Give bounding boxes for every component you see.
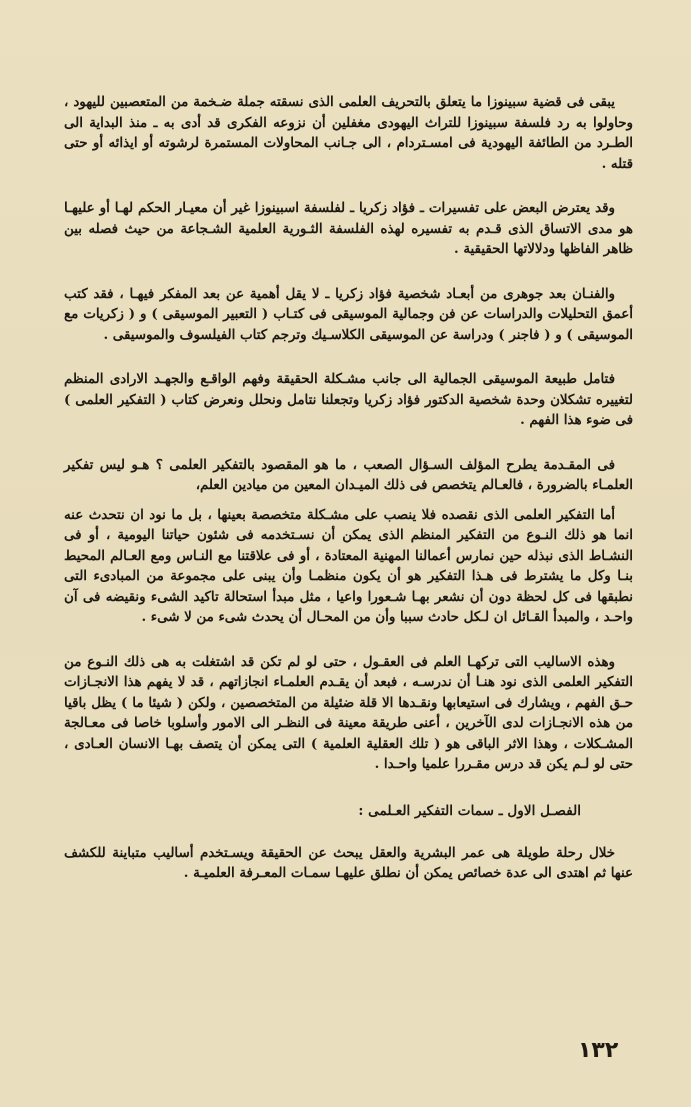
paragraph-closing: خلال رحلة طويلة هى عمر البشرية والعقل يبحث عن الحقيقة ويسـتخدم أساليب متباينة للكشف عنها ثم اهتدى الى عدة خصائص يمكن أن نطلق عليهـا سمـات المعـرفة العلميـة .	[64, 844, 633, 881]
chapter-heading: الفصـل الاول ـ سمات التفكير العـلمى :	[358, 802, 581, 819]
page-body	[64, 92, 633, 884]
paragraph-artist: والفنـان بعد جوهرى من أبعـاد شخصية فؤاد زكريا ـ لا يقل أهمية عن بعد المفكر فيهـا ، فقد كتب أعمق التحليلات والدراسات عن فن وجمالية الموسيقى فى كتـاب ( التعبير الموسيقى ) و ( زكريات مع الموسيقى ) و ( فاجنر ) ودراسة عن الموسيقى الكلاسـيك وترجم كتاب الفيلسوف والموسيقى .	[64, 285, 633, 343]
page-number: ١٣٢	[578, 1038, 619, 1063]
paragraph-spinoza: يبقى فى قضية سبينوزا ما يتعلق بالتحريف العلمى الذى نسقته جملة ضـخمة من المتعصبين لليهود ، وحاولوا به رد فلسفة سبينوزا للتراث اليهودى مغفلين أن نزوعه الفكرى قد أدى به ـ منذ البداية الى الطـرد من الطائفة اليهودية فى امسـتردام ، الى جـانب المحاولات المستمرة لرشوته أو ايذائه أو حتى قتله .	[64, 94, 633, 172]
paragraph-music: فتامل طبيعة الموسيقى الجمالية الى جانب مشـكلة الحقيقة وفهم الواقـع والجهـد الارادى المنظم لتغييره تشكلان وحدة شخصية الدكتور فؤاد زكريا وتجعلنا نتامل ونحلل ونعرض كتاب ( التفكير العلمى ) فى ضوء هذا الفهم .	[64, 371, 633, 428]
paragraph-scientific-thinking: أما التفكير العلمى الذى نقصده فلا ينصب على مشـكلة متخصصة بعينها ، بل ما نود ان نتحدث عنه انما هو ذلك النـوع من التفكير المنظم الذى يمكن أن نسـتخدمه فى شئون حياتنا اليومية ، أو فى النشـاط الذى نبذله حين نمارس أعمالنا المهنية المعتادة ، أو فى علاقتنا مع النـاس ومع العـالم المحيط بنـا وكل ما يشترط فى هـذا التفكير هو أن يكون منظمـا وأن يبنى على مجموعة من المبادىء التى نطبقها فى كل لحظة دون أن نشعر بهـا شـعورا واعيا ، مثل مبدأ استحالة تاكيد الشىء ونقيضه فى آن واحـد ، والمبدأ القـائل ان لـكل حادث سببا وأن من المحـال أن يحدث شىء من لا شىء .	[64, 506, 634, 625]
paragraph-introduction: فى المقـدمة يطرح المؤلف السـؤال الصعب ، ما هو المقصود بالتفكير العلمى ؟ هـو ليس تفكير العلمـاء بالضرورة ، فالعـالم يتخصص فى ذلك الميـدان المعين من ميادين العلم،	[64, 456, 633, 493]
paragraph-interpretation: وقد يعترض البعض على تفسيرات ـ فؤاد زكريا ـ لفلسفة اسبينوزا غير أن معيـار الحكم لهـا أو عليهـا هو مدى الاتساق الذى قـدم به تفسيره لهذه الفلسفة الثـورية العلمية الشـجاعة من حيث فصله بين ظاهر الفاظها ودلالاتها الحقيقية .	[64, 200, 633, 257]
paragraph-methods: وهذه الاساليب التى تركهـا العلم فى العقـول ، حتى لو لم تكن قد اشتغلت به هى ذلك النـوع من التفكير العلمى الذى نود هنـا أن ندرسـه ، فبعد أن يقـدم العلمـاء انجازاتهم ، قد لا يفهم هذا الانجـازات حـق الفهم ، ويشارك فى استيعابها ونقـدها الا قلة ضئيلة من المتخصصين ، ولكن ( شيئا ما ) يظل باقيا من هذه الانجـازات لدى الآخرين ، أعنى طريقة معينة فى النظـر الى الامور وأسلوبا خاصا فى معـالجة المشـكلات ، وهذا الاثر الباقى هو ( تلك العقلية العلمية ) التى يمكن أن يتصف بهـا الانسان العـادى ، حتى لو لـم يكن قد درس مقـررا علميا واحـدا .	[64, 653, 633, 772]
